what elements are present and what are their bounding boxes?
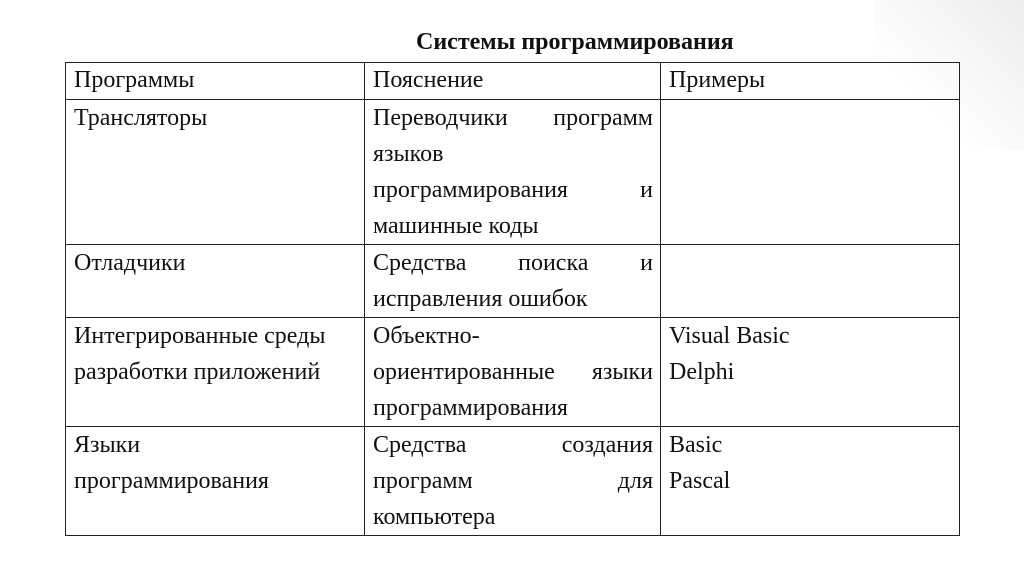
cell-examples bbox=[661, 245, 960, 318]
cell-examples bbox=[661, 100, 960, 245]
example-item: Pascal bbox=[669, 468, 731, 494]
program-name-line: разработки приложений bbox=[74, 359, 321, 385]
cell-program bbox=[66, 245, 365, 318]
table-row bbox=[66, 100, 960, 245]
explanation-line: языков bbox=[373, 141, 444, 167]
cell-program bbox=[66, 318, 365, 427]
explanation-line: Объектно- bbox=[373, 323, 480, 349]
header-examples: Примеры bbox=[661, 63, 960, 100]
cell-explanation bbox=[365, 100, 661, 245]
header-programs: Программы bbox=[66, 63, 365, 100]
program-name: Отладчики bbox=[74, 250, 186, 276]
explanation-line: исправления ошибок bbox=[373, 286, 588, 312]
explanation-line: Средства поиска и bbox=[373, 250, 653, 276]
table-row bbox=[66, 245, 960, 318]
explanation-line: программ для bbox=[373, 468, 653, 494]
explanation-line: программирования и bbox=[373, 177, 653, 203]
page-title: Системы программирования bbox=[416, 29, 734, 55]
explanation-line: Переводчики программ bbox=[373, 105, 653, 131]
cell-explanation bbox=[365, 245, 661, 318]
program-name-line: Языки bbox=[74, 432, 141, 458]
cell-program bbox=[66, 100, 365, 245]
cell-program bbox=[66, 427, 365, 536]
cell-explanation bbox=[365, 427, 661, 536]
header-explanation: Пояснение bbox=[365, 63, 661, 100]
explanation-line: ориентированные языки bbox=[373, 359, 653, 385]
example-item: Basic bbox=[669, 432, 723, 458]
cell-explanation bbox=[365, 318, 661, 427]
example-item: Delphi bbox=[669, 359, 735, 385]
cell-examples bbox=[661, 318, 960, 427]
explanation-line: Средства создания bbox=[373, 432, 653, 458]
explanation-line: программирования bbox=[373, 395, 568, 421]
program-name-line: Интегрированные среды bbox=[74, 323, 326, 349]
explanation-line: машинные коды bbox=[373, 213, 539, 239]
example-item: Visual Basic bbox=[669, 323, 790, 349]
programming-systems-table bbox=[65, 62, 960, 536]
table-header-row bbox=[66, 63, 960, 100]
table-row bbox=[66, 427, 960, 536]
program-name: Трансляторы bbox=[74, 105, 208, 131]
program-name-line: программирования bbox=[74, 468, 269, 494]
cell-examples bbox=[661, 427, 960, 536]
table-row bbox=[66, 318, 960, 427]
explanation-line: компьютера bbox=[373, 504, 496, 530]
